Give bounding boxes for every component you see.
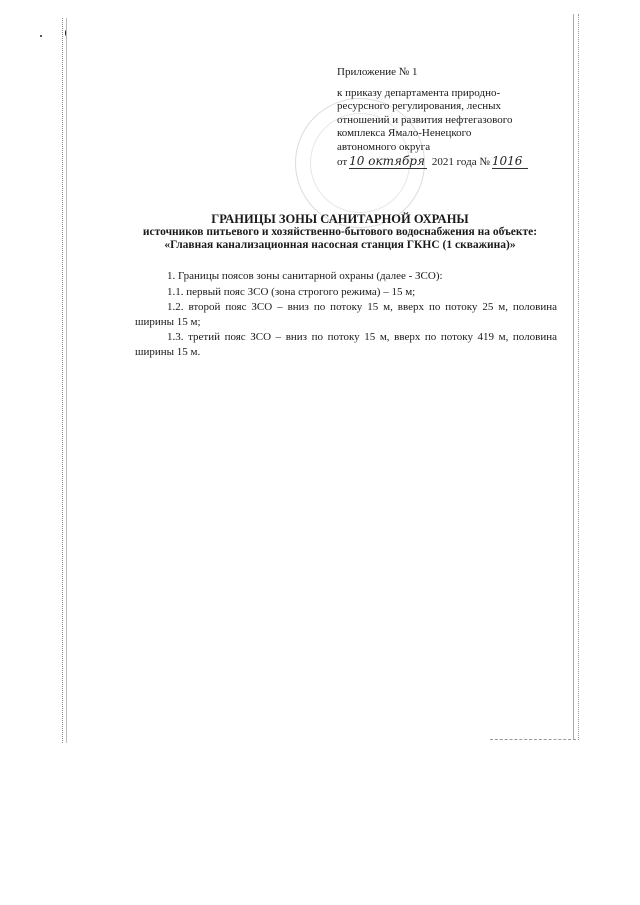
scan-edge-left: [62, 18, 67, 743]
appendix-block: [337, 66, 557, 169]
body-paragraph: 1.1. первый пояс ЗСО (зона строгого режима) – 15 м;: [167, 286, 416, 298]
heading-subtitle: источников питьевого и хозяйственно-бытового водоснабжения на объекте:: [142, 226, 538, 238]
scan-edge-bottom: [490, 739, 576, 740]
order-year: 2021 года №: [431, 155, 490, 168]
body-paragraph: 1. Границы поясов зоны санитарной охраны (далее - ЗСО):: [167, 270, 443, 282]
heading-object: «Главная канализационная насосная станция ГКНС (1 скважина)»: [164, 239, 516, 251]
appendix-line: комплекса Ямало-Ненецкого: [337, 127, 472, 140]
scan-speck: [40, 35, 42, 37]
appendix-title: Приложение № 1: [337, 66, 418, 78]
document-heading: [110, 213, 570, 252]
order-date-line: [337, 155, 557, 170]
appendix-line: к приказу департамента природно-: [337, 86, 501, 99]
appendix-line: автономного округа: [337, 140, 431, 153]
date-prefix: от: [337, 155, 348, 168]
body-paragraph: 1.3. третий пояс ЗСО – вниз по потоку 15 м, вверх по потоку 419 м, половина ширины 15 м.: [135, 331, 557, 358]
heading-title: ГРАНИЦЫ ЗОНЫ САНИТАРНОЙ ОХРАНЫ: [211, 212, 469, 226]
handwritten-order-number: 1016: [492, 155, 528, 170]
appendix-line: ресурсного регулирования, лесных: [337, 100, 502, 113]
body-paragraph: 1.2. второй пояс ЗСО – вниз по потоку 15 м, вверх по потоку 25 м, половина ширины 15 м;: [135, 301, 557, 328]
scan-edge-right: [573, 14, 579, 740]
document-body: [135, 269, 557, 360]
appendix-line: отношений и развития нефтегазового: [337, 113, 513, 126]
scan-speck: [65, 30, 66, 36]
handwritten-date: 10 октября: [349, 155, 427, 170]
